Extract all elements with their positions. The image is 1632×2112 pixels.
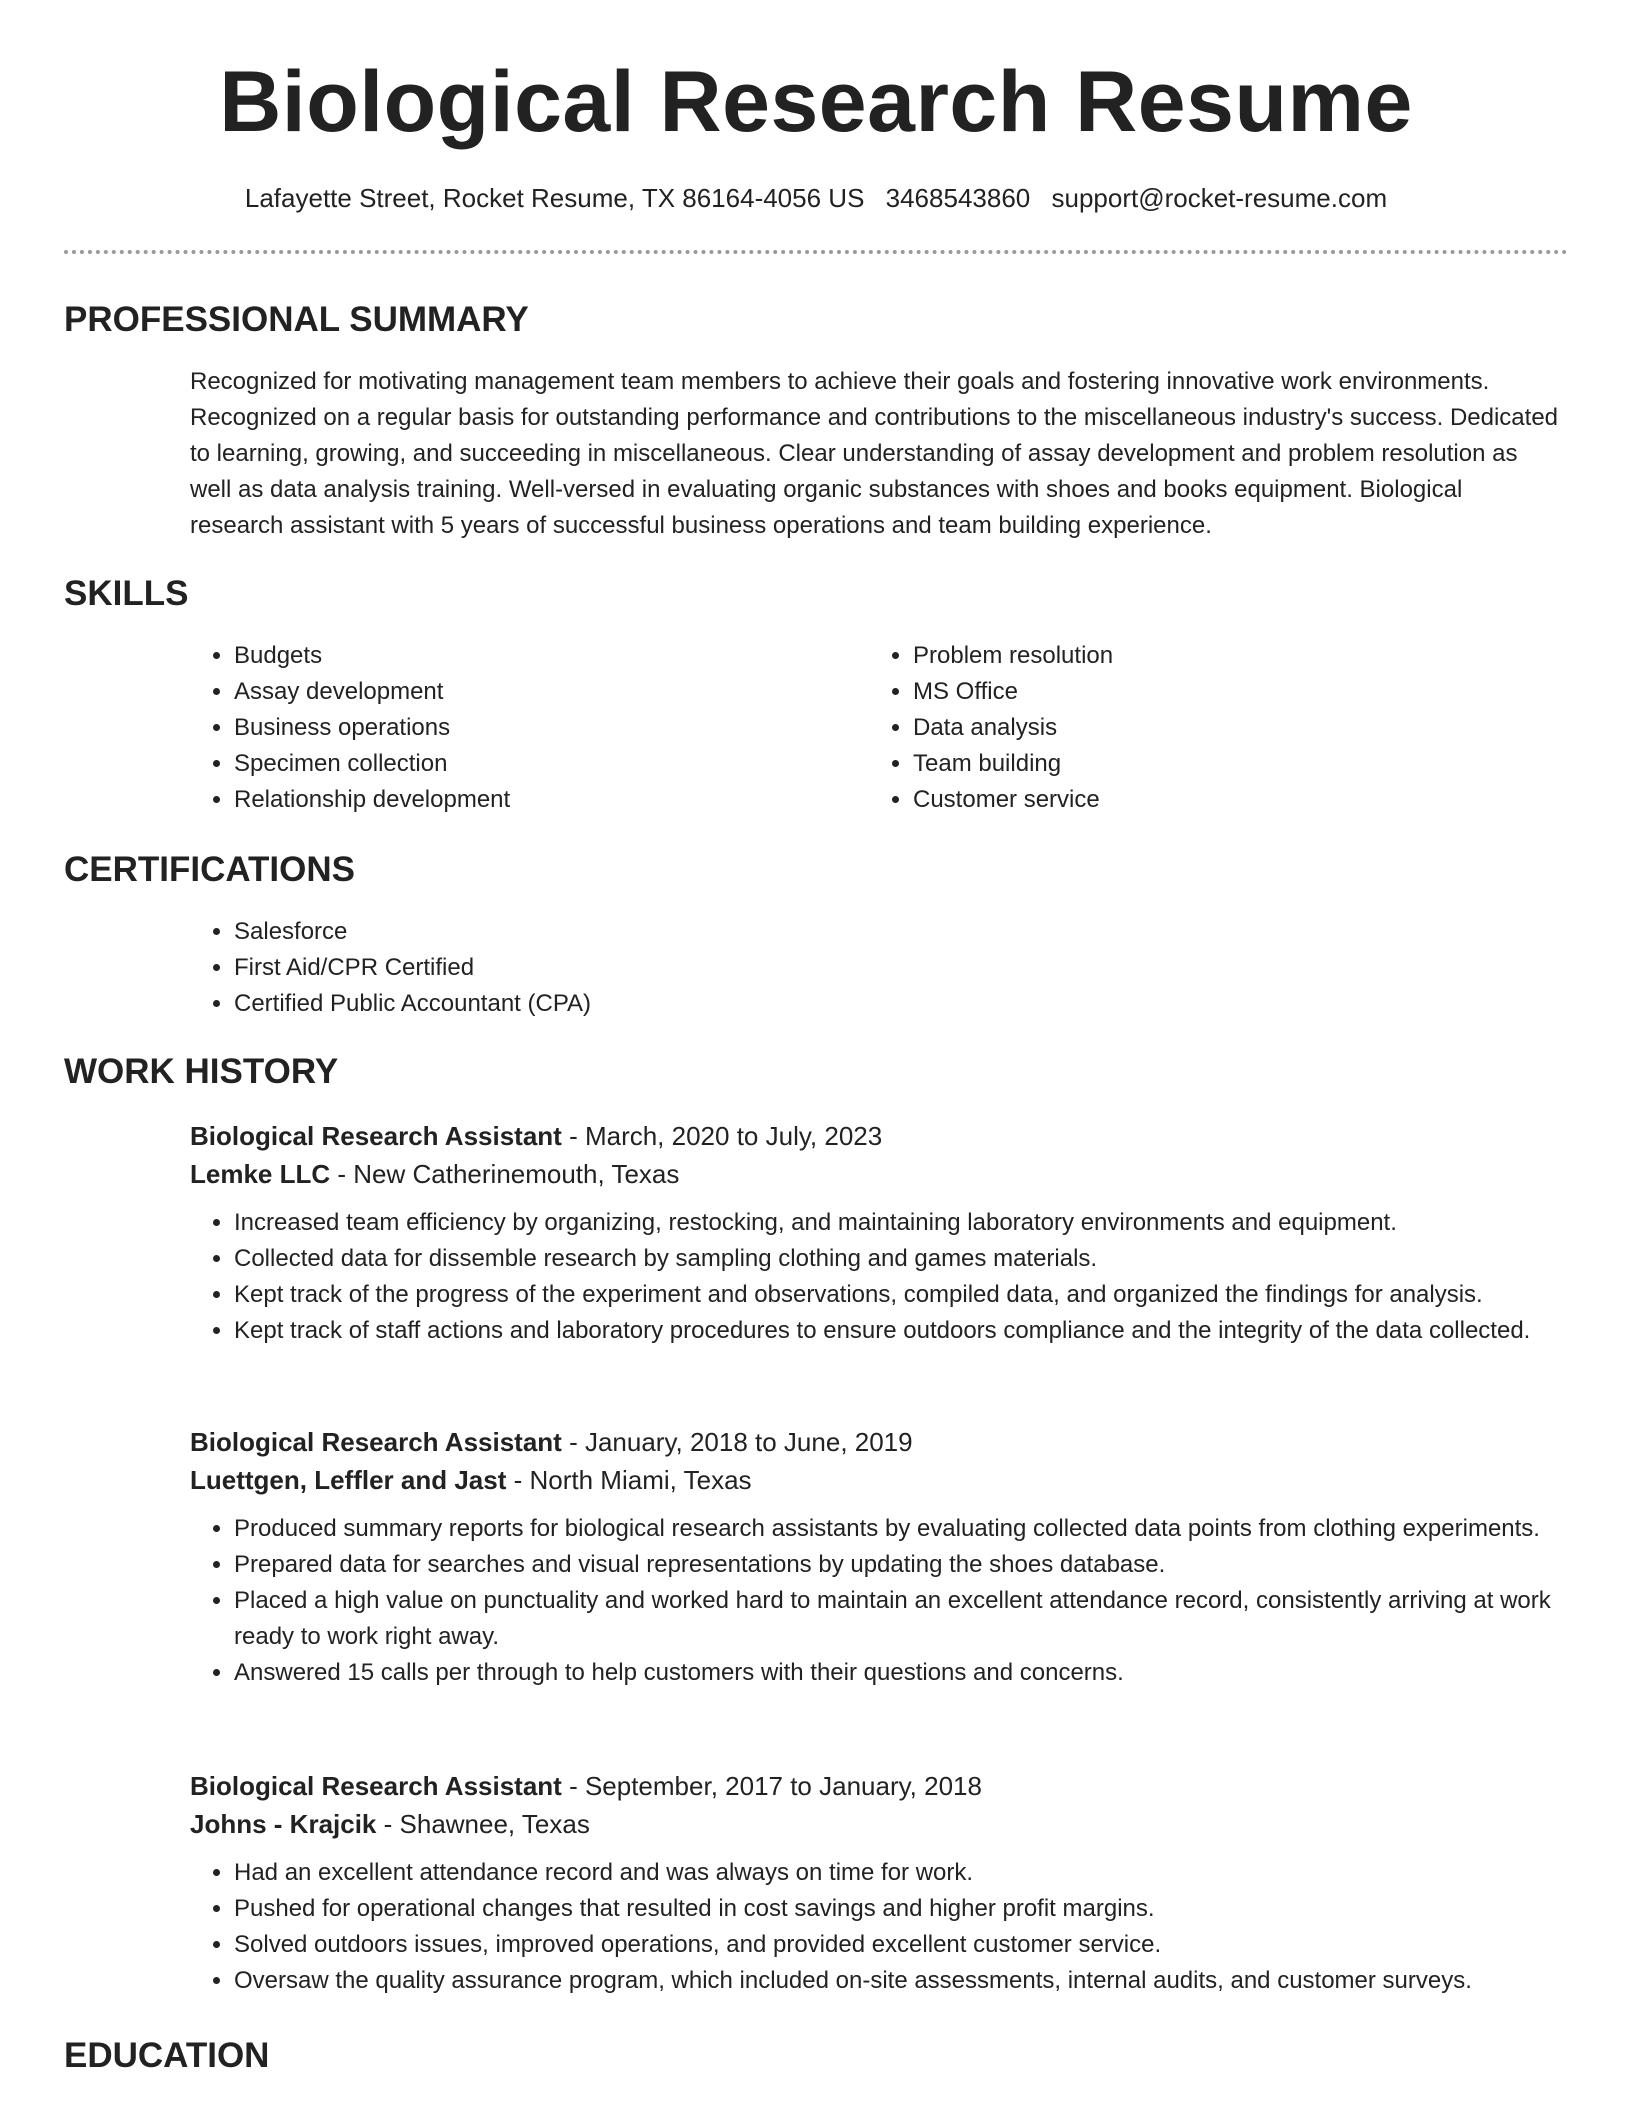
job-title: Biological Research Assistant [190,1427,562,1457]
job-company-line [190,1155,1560,1193]
skill-item: • Business operations [234,710,790,746]
skill-item: • Specimen collection [234,746,790,782]
contact-address: Lafayette Street, Rocket Resume, TX 86164-4056 US [244,183,865,213]
job-company-line [190,1805,1560,1843]
skill-item: • Customer service [913,782,1469,818]
job-title-line [190,1767,1560,1805]
job-title-line [190,1423,1560,1461]
job-bullet: • Answered 15 calls per through to help customers with their questions and concerns. [234,1655,1560,1691]
job-bullet: • Collected data for dissemble research by sampling clothing and games materials. [234,1241,1560,1277]
job-entry [190,1117,1560,1349]
contact-line [0,180,1632,216]
skill-item: • Relationship development [234,782,790,818]
skill-item: • Team building [913,746,1469,782]
job-title-line [190,1117,1560,1155]
job-location: - North Miami, Texas [506,1465,752,1495]
certification-item: • Certified Public Accountant (CPA) [234,986,1560,1022]
job-company-line [190,1461,1560,1499]
skills-heading: SKILLS [64,574,189,613]
summary-heading: PROFESSIONAL SUMMARY [64,300,529,339]
job-dates: - September, 2017 to January, 2018 [561,1771,982,1801]
certifications-heading: CERTIFICATIONS [64,850,356,889]
job-bullet: • Produced summary reports for biological research assistants by evaluating collected data points from clothing experiments. [234,1511,1560,1547]
job-entry [190,1423,1560,1691]
summary-section [190,364,1560,544]
job-company: Luettgen, Leffler and Jast [190,1465,507,1495]
job-title: Biological Research Assistant [190,1771,562,1801]
skills-left-column [190,638,790,818]
skill-item: • Budgets [234,638,790,674]
education-heading: EDUCATION [64,2036,270,2075]
job-location: - New Catherinemouth, Texas [330,1159,680,1189]
job-bullet: • Pushed for operational changes that resulted in cost savings and higher profit margins. [234,1891,1560,1927]
certification-item: • Salesforce [234,914,1560,950]
job-company: Lemke LLC [190,1159,331,1189]
skills-right-column [869,638,1469,818]
certifications-section [190,914,1560,1022]
job-bullet: • Increased team efficiency by organizing, restocking, and maintaining laboratory environments and equipment. [234,1205,1560,1241]
job-dates: - January, 2018 to June, 2019 [561,1427,913,1457]
contact-phone: 3468543860 [885,183,1031,213]
job-company: Johns - Krajcik [190,1809,377,1839]
summary-text: Recognized for motivating management team members to achieve their goals and fostering innovative work environments. Recognized on a regular basis for outstanding performance and contributions to the miscellaneous industry's success. Dedicated to learning, growing, and succeeding in miscellaneous. Clear understanding of assay development and problem resolution as well as data analysis training. Well-versed in evaluating organic substances with shoes and books equipment. Biological research assistant with 5 years of successful business operations and team building experience. [190,368,1559,539]
job-bullet: • Placed a high value on punctuality and worked hard to maintain an excellent attendance record, consistently arriving at work ready to work right away. [234,1583,1560,1655]
job-bullet: • Kept track of the progress of the experiment and observations, compiled data, and organized the findings for analysis. [234,1277,1560,1313]
job-title: Biological Research Assistant [190,1121,562,1151]
skill-item: • Assay development [234,674,790,710]
job-bullet: • Solved outdoors issues, improved operations, and provided excellent customer service. [234,1927,1560,1963]
skill-item: • Problem resolution [913,638,1469,674]
skill-item: • MS Office [913,674,1469,710]
job-bullet: • Kept track of staff actions and laboratory procedures to ensure outdoors compliance and the integrity of the data collected. [234,1313,1560,1349]
header-divider [64,250,1568,254]
job-bullet: • Oversaw the quality assurance program, which included on-site assessments, internal audits, and customer surveys. [234,1963,1560,1999]
job-location: - Shawnee, Texas [376,1809,590,1839]
job-bullet: • Prepared data for searches and visual representations by updating the shoes database. [234,1547,1560,1583]
job-bullet: • Had an excellent attendance record and was always on time for work. [234,1855,1560,1891]
certification-item: • First Aid/CPR Certified [234,950,1560,986]
resume-title: Biological Research Resume [219,54,1413,150]
work-history-heading: WORK HISTORY [64,1052,339,1091]
job-dates: - March, 2020 to July, 2023 [561,1121,883,1151]
skill-item: • Data analysis [913,710,1469,746]
job-entry [190,1767,1560,1999]
contact-email: support@rocket-resume.com [1051,183,1388,213]
